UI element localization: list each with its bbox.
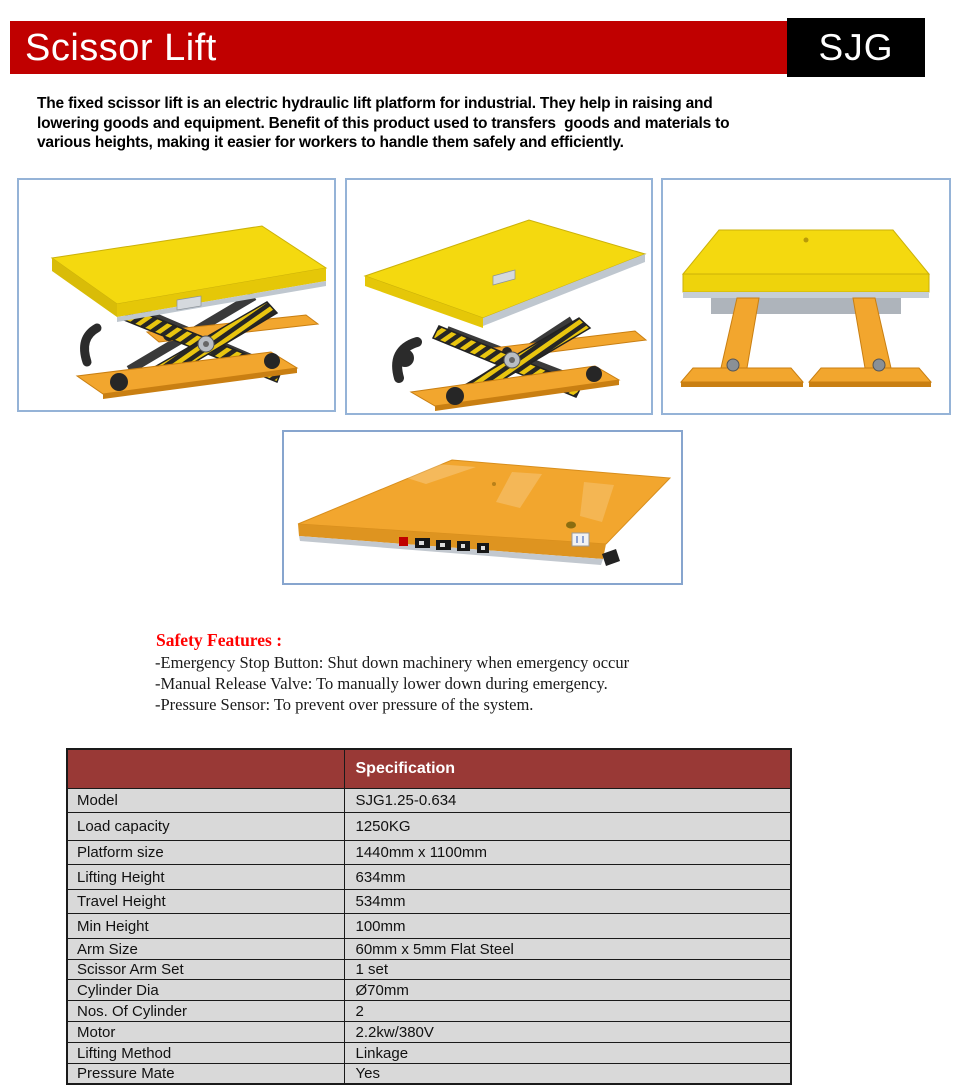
table-row: [67, 1001, 791, 1022]
spec-value: 2.2kw/380V: [344, 1022, 791, 1043]
spec-value: 1440mm x 1100mm: [344, 841, 791, 865]
product-photo-angled-view: [345, 178, 653, 415]
safety-features-list: [155, 652, 629, 715]
spec-label: Arm Size: [67, 939, 344, 960]
spec-label: Model: [67, 789, 344, 813]
spec-value: 534mm: [344, 890, 791, 914]
spec-label: Travel Height: [67, 890, 344, 914]
spec-label: Load capacity: [67, 813, 344, 841]
description-line: The fixed scissor lift is an electric hydraulic lift platform for industrial. They help in raising and: [37, 95, 713, 112]
description-line: lowering goods and equipment. Benefit of this product used to transfers goods and materials to: [37, 114, 730, 132]
table-row: [67, 980, 791, 1001]
spec-value: 100mm: [344, 914, 791, 939]
spec-value: SJG1.25-0.634: [344, 789, 791, 813]
spec-label: Pressure Mate: [67, 1064, 344, 1085]
safety-item: -Pressure Sensor: To prevent over pressure of the system.: [155, 695, 534, 714]
product-photo-side-view-raised: [17, 178, 336, 412]
spec-label: Motor: [67, 1022, 344, 1043]
spec-label: Lifting Height: [67, 865, 344, 890]
table-row: [67, 789, 791, 813]
spec-value: 1250KG: [344, 813, 791, 841]
product-photo-front-view-lowered: [661, 178, 951, 415]
table-row: [67, 960, 791, 980]
scissor-lift-illustration: [19, 180, 334, 410]
spec-label: Nos. Of Cylinder: [67, 1001, 344, 1022]
table-row: [67, 939, 791, 960]
table-row: [67, 890, 791, 914]
spec-header-empty-cell: [67, 749, 344, 789]
safety-item: -Manual Release Valve: To manually lower down during emergency.: [155, 674, 608, 693]
product-description: [37, 94, 827, 153]
model-series-badge: SJG: [787, 18, 925, 77]
specification-table: [66, 748, 792, 1085]
table-row: [67, 841, 791, 865]
table-row: [67, 1043, 791, 1064]
spec-label: Min Height: [67, 914, 344, 939]
spec-value: Ø70mm: [344, 980, 791, 1001]
safety-features-heading: Safety Features :: [156, 630, 283, 650]
table-row: [67, 1064, 791, 1085]
scissor-lift-illustration: [284, 432, 681, 583]
product-photo-closed-platform: [282, 430, 683, 585]
table-row: [67, 813, 791, 841]
safety-item: -Emergency Stop Button: Shut down machinery when emergency occur: [155, 653, 630, 672]
spec-value: 634mm: [344, 865, 791, 890]
table-row: [67, 1022, 791, 1043]
spec-label: Cylinder Dia: [67, 980, 344, 1001]
spec-value: Linkage: [344, 1043, 791, 1064]
table-row: [67, 914, 791, 939]
description-line: various heights, making it easier for workers to handle them safely and efficiently.: [37, 134, 624, 151]
spec-value: 60mm x 5mm Flat Steel: [344, 939, 791, 960]
spec-value: Yes: [344, 1064, 791, 1085]
page-title: Scissor Lift: [25, 27, 217, 69]
table-row: [67, 865, 791, 890]
scissor-lift-illustration: [663, 180, 949, 413]
spec-value: 2: [344, 1001, 791, 1022]
header-bar: [10, 21, 787, 74]
table-header-row: [67, 749, 791, 789]
spec-value: 1 set: [344, 960, 791, 980]
scissor-lift-illustration: [347, 180, 651, 413]
spec-header-cell: Specification: [344, 749, 791, 789]
spec-label: Lifting Method: [67, 1043, 344, 1064]
spec-label: Platform size: [67, 841, 344, 865]
spec-label: Scissor Arm Set: [67, 960, 344, 980]
